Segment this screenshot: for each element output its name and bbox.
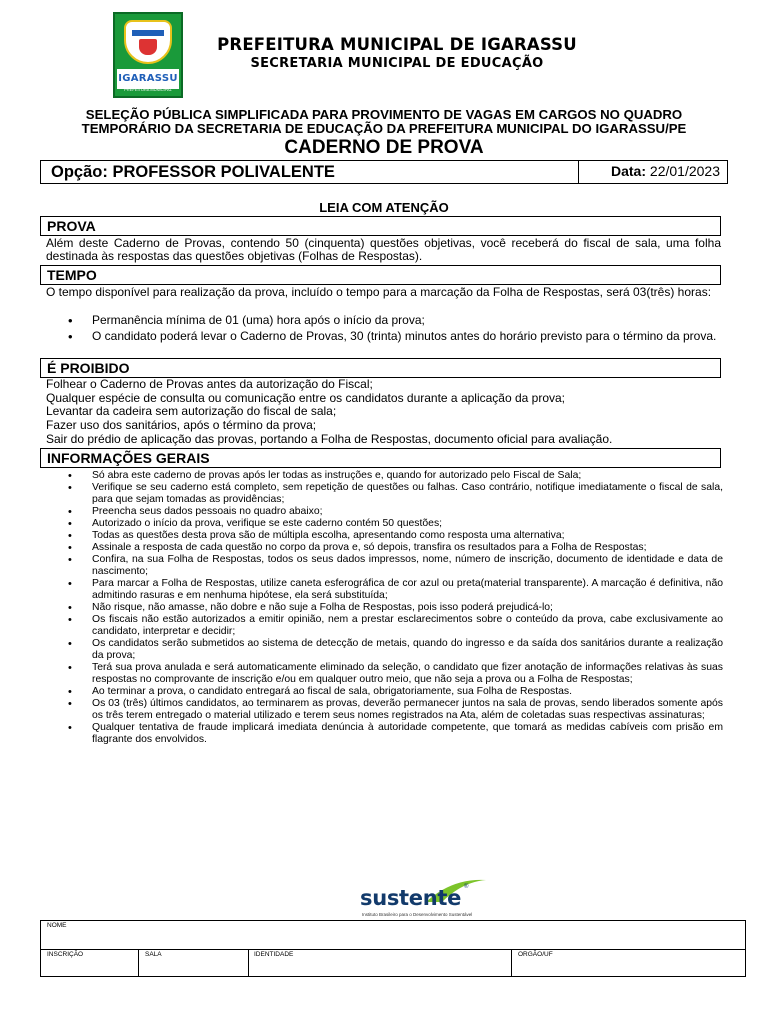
list-item: Qualquer espécie de consulta ou comunicação entre os candidatos durante a aplicação da prova; (46, 390, 566, 405)
sala-label: SALA (145, 951, 162, 958)
prefeitura-title: PREFEITURA MUNICIPAL DE IGARASSU (217, 35, 577, 54)
section-prova-heading: PROVA (40, 216, 721, 236)
section-proibido-heading: É PROIBIDO (40, 358, 721, 378)
sustente-name: sustente (360, 886, 462, 910)
section-informacoes-heading: INFORMAÇÕES GERAIS (40, 448, 721, 468)
secretaria-subtitle: SECRETARIA MUNICIPAL DE EDUCAÇÃO (250, 56, 544, 71)
section-tempo-heading: TEMPO (40, 265, 721, 285)
orgao-label: ORGÃO/UF (518, 951, 553, 958)
opcao-box (40, 160, 728, 184)
informacoes-list (46, 470, 723, 746)
list-item: • Os candidatos serão submetidos ao sistema de detecção de metais, quando do ingresso e da saída dos sanitários durante a realização da prova; (46, 638, 723, 662)
registered-mark: ® (464, 884, 469, 890)
logo-subtitle: PREFEITURA MUNICIPAL (124, 87, 172, 92)
opcao-field (41, 161, 579, 183)
inscricao-label: INSCRIÇÃO (47, 951, 84, 958)
date-label: Data: (611, 163, 647, 179)
tempo-list (46, 314, 721, 344)
coat-of-arms-icon (124, 20, 172, 64)
selection-line-2: TEMPORÁRIO DA SECRETARIA DE EDUCAÇÃO DA PREFEITURA MUNICIPAL DO IGARASSU/PE (81, 121, 687, 136)
list-item: • Terá sua prova anulada e será automaticamente eliminado da seleção, o candidato que fizer anotação de informações relativas às suas respostas no comprovante de inscrição e/ou em qualquer outro meio, que não seja a prova ou a Folha de Respostas; (46, 662, 723, 686)
list-item: Folhear o Caderno de Provas antes da autorização do Fiscal; (46, 377, 373, 391)
sustente-tagline: Instituto Brasileiro para o Desenvolvimento Sustentável (362, 912, 473, 917)
list-item: Levantar da cadeira sem autorização do fiscal de sala; (46, 404, 337, 419)
list-item: • Confira, na sua Folha de Respostas, todos os seus dados impressos, nome, número de inscrição, documento de identidade e data de nascimento; (46, 554, 723, 578)
list-item: • Os 03 (três) últimos candidatos, ao terminarem as provas, deverão permanecer juntos na sala de provas, sendo liberados somente após os três terem entregado o material utilizado e terem seus nomes registrados na Ata, além de coletadas suas respectivas assinaturas; (46, 698, 723, 722)
nome-label: NOME (47, 922, 67, 929)
list-item: • Todas as questões desta prova são de múltipla escolha, apresentando como resposta uma alternativa; (46, 530, 723, 542)
logo-name: IGARASSU (117, 69, 179, 89)
opcao-label: Opção: (51, 163, 108, 181)
candidate-form (40, 920, 746, 977)
list-item: • Só abra este caderno de provas após ler todas as instruções e, quando for autorizado pelo Fiscal de Sala; (46, 470, 723, 482)
list-item: • Os fiscais não estão autorizados a emitir opinião, nem a prestar esclarecimentos sobre o conteúdo da prova, cabe exclusivamente ao candidato, interpretar e decidir; (46, 614, 723, 638)
leia-heading: LEIA COM ATENÇÃO (319, 200, 449, 215)
form-row-nome[interactable] (41, 921, 745, 950)
list-item: Fazer uso dos sanitários, após o término da prova; (46, 418, 317, 433)
opcao-value: PROFESSOR POLIVALENTE (112, 163, 335, 181)
identidade-label: IDENTIDADE (254, 951, 294, 958)
list-item: • Preencha seus dados pessoais no quadro abaixo; (46, 506, 723, 518)
list-item: • Verifique se seu caderno está completo, sem repetição de questões ou falhas. Caso contrário, notifique imediatamente o fiscal de sala, para que sejam tomadas as providências; (46, 482, 723, 506)
sustente-logo (360, 880, 490, 922)
date-value: 22/01/2023 (649, 163, 720, 179)
list-item: • Assinale a resposta de cada questão no corpo da prova e, só depois, transfira os resultados para a Folha de Respostas; (46, 542, 723, 554)
list-item: • Ao terminar a prova, o candidato entregará ao fiscal de sala, obrigatoriamente, sua Folha de Respostas. (46, 686, 723, 698)
list-item: • O candidato poderá levar o Caderno de Provas, 30 (trinta) minutos antes do horário previsto para o término da prova. (46, 330, 721, 343)
proibido-list (46, 378, 721, 447)
list-item: • Para marcar a Folha de Respostas, utilize caneta esferográfica de cor azul ou preta(material transparente). A marcação é definitiva, não admitindo rasuras e em nenhuma hipótese, ela será substituída; (46, 578, 723, 602)
list-item: Sair do prédio de aplicação das provas, portando a Folha de Respostas, documento oficial para avaliação. (46, 431, 613, 446)
list-item: • Não risque, não amasse, não dobre e não suje a Folha de Respostas, pois isso poderá prejudicá-lo; (46, 602, 723, 614)
igarassu-logo (113, 12, 183, 98)
selection-line-1: SELEÇÃO PÚBLICA SIMPLIFICADA PARA PROVIMENTO DE VAGAS EM CARGOS NO QUADRO (85, 107, 683, 122)
caderno-title: CADERNO DE PROVA (284, 137, 484, 158)
date-field (579, 161, 727, 183)
list-item: • Permanência mínima de 01 (uma) hora após o início da prova; (46, 314, 721, 327)
list-item: • Qualquer tentativa de fraude implicará imediata denúncia à autoridade competente, que tomará as medidas cabíveis com prisão em flagrante dos envolvidos. (46, 722, 723, 746)
prova-text: Além deste Caderno de Provas, contendo 50 (cinquenta) questões objetivas, você receberá do fiscal de sala, uma folha destinada às respostas das questões objetivas (Folhas de Respostas). (46, 236, 721, 264)
list-item: • Autorizado o início da prova, verifique se este caderno contém 50 questões; (46, 518, 723, 530)
tempo-text: O tempo disponível para realização da prova, incluído o tempo para a marcação da Folha de Respostas, será 03(três) horas: (46, 285, 712, 299)
